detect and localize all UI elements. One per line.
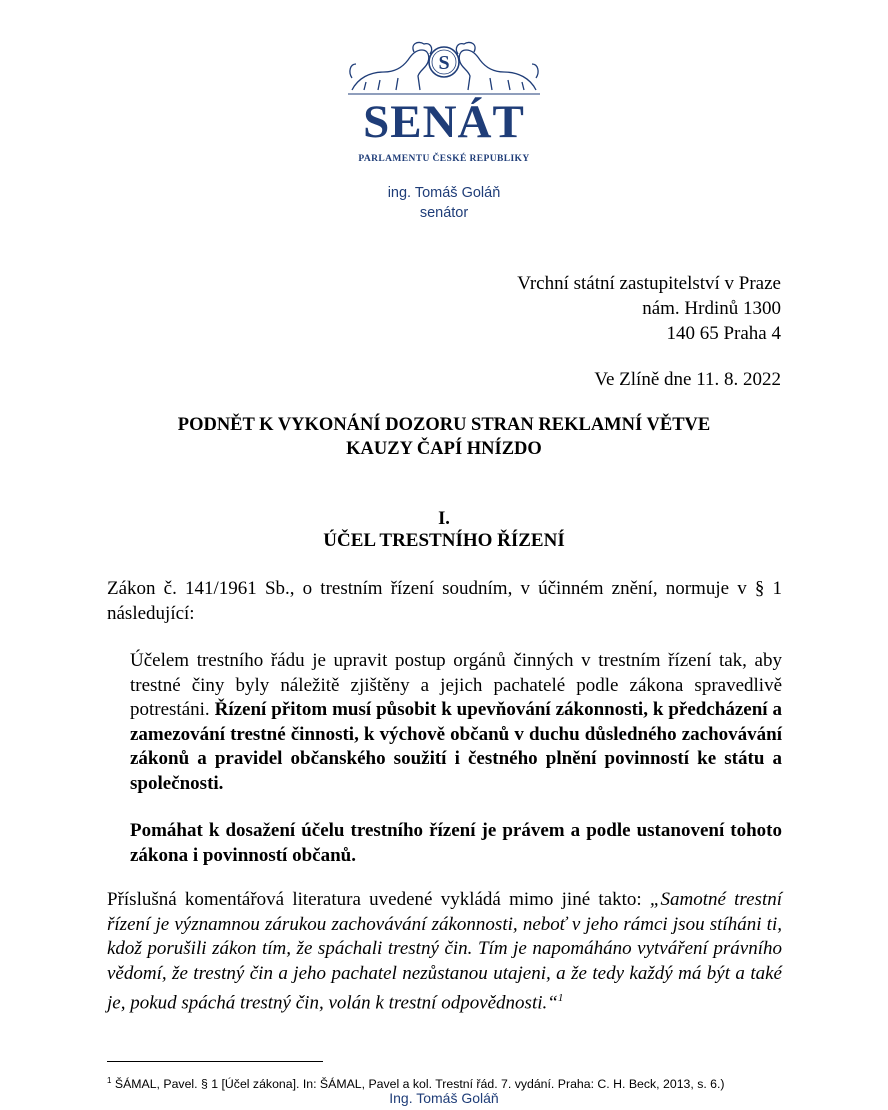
footer-name: Ing. Tomáš Goláň <box>389 1090 499 1106</box>
statute-quote-plain-text: Účelem trestního řádu je upravit postup orgánů činných v trestním řízení tak, aby trestné činy byly náležitě zjištěny a jejich pachatelé podle zákona spravedlivě potrestáni. <box>130 650 782 720</box>
svg-text:S: S <box>438 52 450 74</box>
document-title-line-2: KAUZY ČAPÍ HNÍZDO <box>346 439 542 459</box>
addressee-line-2: nám. Hrdinů 1300 <box>642 298 781 319</box>
footnote-reference[interactable]: 1 <box>557 992 564 1004</box>
commentary-plain-text: Příslušná komentářová literatura uvedené vykládá mimo jiné takto: <box>107 889 650 910</box>
intro-paragraph: Zákon č. 141/1961 Sb., o trestním řízení soudním, v účinném znění, normuje v § 1 následující: <box>107 578 782 624</box>
addressee-line-3: 140 65 Praha 4 <box>666 323 781 344</box>
date-line: Ve Zlíně dne 11. 8. 2022 <box>594 369 781 390</box>
lions-and-s-emblem-icon <box>344 38 544 100</box>
document-title-line-1: PODNĚT K VYKONÁNÍ DOZORU STRAN REKLAMNÍ VĚTVE <box>177 415 711 435</box>
footnote-number: 1 <box>107 1076 112 1085</box>
senator-name: ing. Tomáš Goláň <box>387 185 501 201</box>
senator-role: senátor <box>419 205 469 221</box>
section-heading: ÚČEL TRESTNÍHO ŘÍZENÍ <box>323 530 565 551</box>
commentary-italic-quote: „Samotné trestní řízení je významnou zárukou zachovávání zákonnosti, neboť v jeho rámci jsou stíháni ti, kdož porušili zákon tím, že spáchali trestný čin. Tím je napomáháno vytváření právního vědomí, že trestný čin a jeho pachatel nezůstanou utajeni, a že tedy každý má být a také je, pokud spáchá trestný čin, volán k trestní odpovědnosti.“ <box>107 889 783 1014</box>
statute-quote-bold-text: Řízení přitom musí působit k upevňování zákonnosti, k předcházení a zamezování trestné činnosti, k výchově občanů v duchu důsledného zachovávání zákonů a pravidel občanského soužití i čestného plnění povinností ke státu a společnosti. <box>130 699 782 794</box>
addressee-line-1: Vrchní státní zastupitelství v Praze <box>517 273 781 294</box>
addressee-block <box>517 271 781 346</box>
section-number: I. <box>438 509 450 529</box>
statute-quote-2-bold-text: Pomáhat k dosažení účelu trestního řízení je právem a podle ustanovení tohoto zákona i povinností občanů. <box>130 820 782 866</box>
commentary-paragraph <box>107 888 782 1016</box>
senate-subtitle: PARLAMENTU ČESKÉ REPUBLIKY <box>358 154 530 164</box>
footnote-text: ŠÁMAL, Pavel. § 1 [Účel zákona]. In: ŠÁMAL, Pavel a kol. Trestní řád. 7. vydání. Praha: C. H. Beck, 2013, s. 6.) <box>111 1077 725 1092</box>
statute-quote-paragraph-1 <box>130 649 782 796</box>
document-title <box>0 413 888 461</box>
statute-quote-paragraph-2 <box>130 819 782 868</box>
footnote-divider <box>107 1061 323 1062</box>
senate-wordmark: SENÁT <box>363 96 525 148</box>
